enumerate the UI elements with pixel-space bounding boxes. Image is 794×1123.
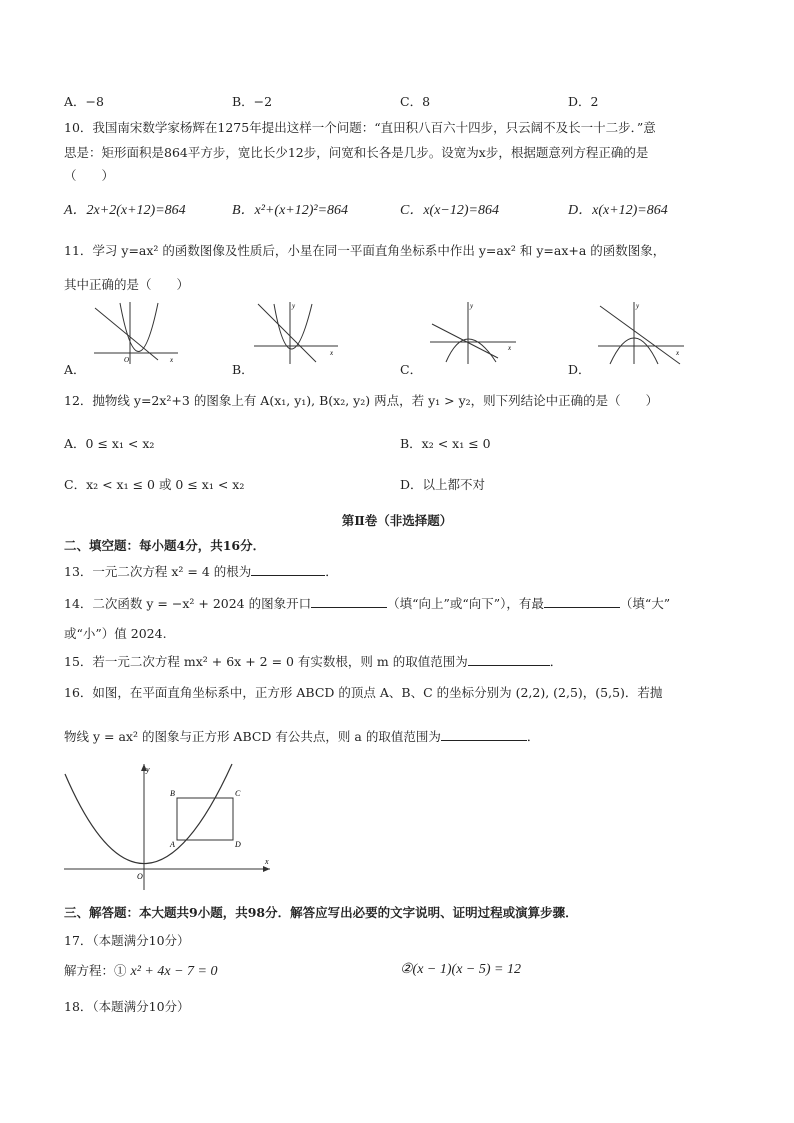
q11b-x-label: x bbox=[330, 349, 334, 357]
q16-end: ． bbox=[526, 729, 540, 744]
q14-line1 bbox=[64, 594, 670, 612]
q11-graph-c bbox=[426, 298, 522, 366]
q11-label-c: C． bbox=[400, 362, 423, 377]
q16-point-b: B bbox=[170, 789, 175, 798]
q14-stem-c: （填“大” bbox=[619, 596, 671, 611]
q13-answer-blank[interactable] bbox=[251, 563, 325, 576]
q9-option-c: C．8 bbox=[400, 94, 431, 109]
q10-option-c: C．x(x−12)=864 bbox=[400, 203, 499, 218]
q11-graph-a bbox=[90, 298, 182, 366]
q18-heading: 18．（本题满分10分） bbox=[64, 999, 190, 1014]
q17-eq1: x² + 4x − 7 = 0 bbox=[130, 964, 218, 979]
q13-end: ． bbox=[325, 564, 338, 579]
q15-answer-blank[interactable] bbox=[468, 653, 550, 666]
q13-stem: 13．一元二次方程 x² = 4 的根为 bbox=[64, 564, 252, 579]
q16-point-d: D bbox=[235, 840, 241, 849]
q16-origin-label: O bbox=[137, 872, 143, 881]
part2-title: 第Ⅱ卷（非选择题） bbox=[341, 513, 453, 528]
q12-option-d: D．以上都不对 bbox=[400, 477, 486, 492]
q11-graph-d bbox=[594, 298, 690, 366]
q15-stem: 15．若一元二次方程 mx² + 6x + 2 = 0 有实数根，则 m 的取值范围为 bbox=[64, 654, 468, 669]
q9-option-a: A．−8 bbox=[64, 94, 104, 109]
q9-option-b: B．−2 bbox=[232, 94, 273, 109]
q9-option-d: D．2 bbox=[568, 94, 599, 109]
q11b-y-label: y bbox=[292, 302, 296, 310]
q16-point-a: A bbox=[170, 840, 175, 849]
section2-title: 二、填空题：每小题4分，共16分． bbox=[64, 538, 266, 553]
q15 bbox=[64, 652, 562, 670]
q12-option-a: A．0 ≤ x₁ < x₂ bbox=[64, 436, 155, 451]
q16-point-c: C bbox=[235, 789, 241, 798]
q14-stem-b: （填“向上”或“向下”），有最 bbox=[387, 596, 544, 611]
q11c-y-label: y bbox=[470, 302, 474, 310]
q10-option-b: B．x²+(x+12)²=864 bbox=[232, 203, 349, 218]
q11a-origin-label: O bbox=[124, 356, 130, 364]
q10-option-d: D．x(x+12)=864 bbox=[568, 203, 668, 218]
q14-blank-2[interactable] bbox=[544, 595, 620, 608]
q11-label-a: A． bbox=[64, 362, 86, 377]
q16-x-label: x bbox=[265, 857, 269, 866]
q15-end: ． bbox=[549, 654, 563, 669]
q11-label-b: B． bbox=[232, 362, 254, 377]
q17-heading: 17．（本题满分10分） bbox=[64, 933, 190, 948]
q11a-x-label: x bbox=[170, 356, 174, 364]
q11d-y-label: y bbox=[636, 302, 640, 310]
q10-stem-line3: （ ） bbox=[64, 168, 115, 183]
q11-label-d: D． bbox=[568, 362, 591, 377]
q10-stem-line2: 思是：矩形面积是864平方步，宽比长少12步，问宽和长各是几步。设宽为x步，根据题意列方程正确的是 bbox=[64, 145, 649, 160]
q16-figure bbox=[60, 760, 276, 894]
q11-stem-line1: 11．学习 y=ax² 的函数图像及性质后，小星在同一平面直角坐标系中作出 y=ax² 和 y=ax+a 的函数图象， bbox=[64, 243, 666, 258]
q16-stem-text: 物线 y = ax² 的图象与正方形 ABCD 有公共点，则 a 的取值范围为 bbox=[64, 729, 441, 744]
q16-answer-blank[interactable] bbox=[441, 728, 527, 741]
q10-stem-line1: 10．我国南宋数学家杨辉在1275年提出这样一个问题：“直田积八百六十四步，只云阔不及长一十二步．”意 bbox=[64, 120, 656, 135]
q14-blank-1[interactable] bbox=[311, 595, 387, 608]
q12-option-b: B．x₂ < x₁ ≤ 0 bbox=[400, 436, 491, 451]
q16-stem-line1: 16．如图，在平面直角坐标系中，正方形 ABCD 的顶点 A、B、C 的坐标分别为 (2,2), (2,5)，(5,5)．若抛 bbox=[64, 685, 663, 700]
q16-y-label: y bbox=[146, 765, 150, 774]
q11c-x-label: x bbox=[508, 344, 512, 352]
q17-equation-1 bbox=[64, 961, 217, 980]
q14-stem-a: 14．二次函数 y = −x² + 2024 的图象开口 bbox=[64, 596, 312, 611]
q14-line2: 或“小”）值 2024. bbox=[64, 626, 167, 641]
q11-graph-b bbox=[250, 298, 342, 366]
q10-option-a: A．2x+2(x+12)=864 bbox=[64, 203, 186, 218]
q12-stem: 12．抛物线 y=2x²+3 的图象上有 A(x₁, y₁), B(x₂, y₂) 两点，若 y₁ > y₂，则下列结论中正确的是（ ） bbox=[64, 393, 659, 408]
q11-stem-line2: 其中正确的是（ ） bbox=[64, 277, 190, 292]
q13 bbox=[64, 562, 338, 580]
q12-option-c: C．x₂ < x₁ ≤ 0 或 0 ≤ x₁ < x₂ bbox=[64, 477, 245, 492]
q11d-x-label: x bbox=[676, 349, 680, 357]
q16-stem-line2 bbox=[64, 727, 539, 745]
q17-solve-label: 解方程：① bbox=[64, 963, 127, 978]
section3-title: 三、解答题：本大题共9小题，共98分．解答应写出必要的文字说明、证明过程或演算步骤． bbox=[64, 905, 578, 920]
q17-equation-2: ②(x − 1)(x − 5) = 12 bbox=[400, 962, 521, 977]
